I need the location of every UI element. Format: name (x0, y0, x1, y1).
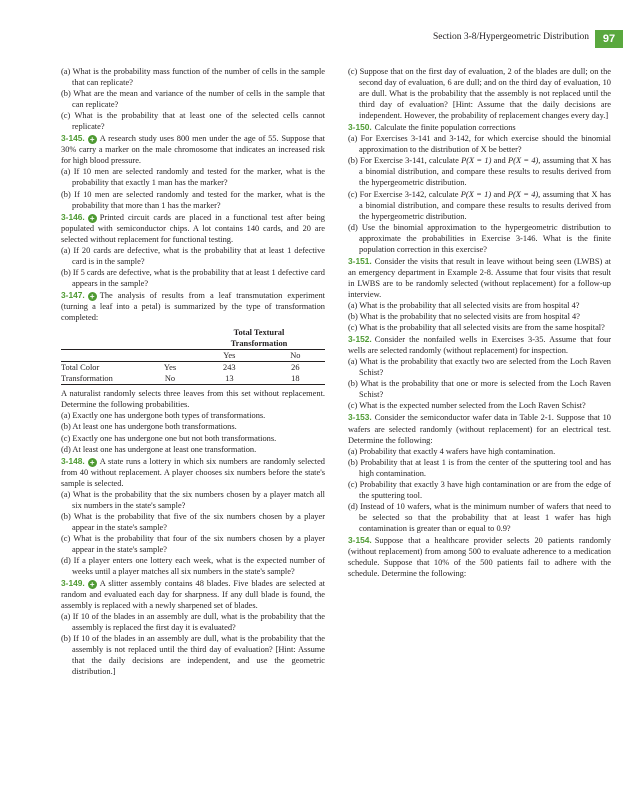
exercise-3-153 (348, 412, 611, 445)
question-text: (c) For Exercise 3-142, calculate (348, 189, 459, 199)
math-expression: P(X = 1) (460, 189, 492, 199)
question-text: and (493, 189, 506, 199)
math-expression: P(X = 4), (507, 189, 541, 199)
exercise-text: Calculate the finite population corrections (374, 123, 516, 133)
question-a: (a) What is the probability that exactly two are selected from the Loch Raven Schist? (348, 357, 611, 378)
question-c: (c) What is the expected number selected from the Loch Raven Schist? (348, 401, 586, 411)
question-b: (b) What is the probability that no selected visits are from hospital 4? (348, 312, 580, 322)
question-b: (b) What are the mean and variance of the number of cells in the sample that can replicate? (61, 89, 325, 110)
table-cell: 26 (291, 363, 300, 373)
table-cell: 13 (193, 373, 266, 385)
plus-circle-icon: + (88, 458, 97, 467)
question-c (348, 189, 611, 222)
section-title: Section 3-8/Hypergeometric Distribution (432, 32, 589, 42)
question-a: (a) Probability that exactly 4 wafers have high contamination. (348, 446, 556, 456)
question-a: (a) Exactly one has undergone both types of transformations. (61, 411, 266, 421)
page-number-badge: 97 (595, 30, 623, 48)
exercise-3-145 (61, 133, 325, 166)
question-b: (b) If 10 men are selected randomly and tested for the marker, what is the probability that more than 1 has the marker? (61, 189, 325, 210)
exercise-text: Consider the visits that result in leave without being seen (LWBS) at an emergency department in Example 2-8. Assume that four visits that result in LWBS are to be randomly selected (without replacement) for a follow-up interview. (348, 256, 611, 299)
question-c: (c) What is the probability that at least one of the selected cells cannot replicate? (61, 111, 325, 132)
question-text: assuming that X has a binomial distribution, and compare these results to results derived from the hypergeometric distribution. (359, 156, 611, 188)
exercise-text: A state runs a lottery in which six numbers are randomly selected from 40 without replacement. A player chooses six numbers before the state's sample is selected. (61, 456, 325, 488)
exercise-3-150 (348, 122, 611, 133)
exercise-3-154 (348, 535, 611, 579)
table-cell: 18 (266, 373, 325, 385)
exercise-3-146 (61, 212, 325, 245)
question-a: (a) What is the probability mass function of the number of cells in the sample that can replicate? (61, 67, 325, 88)
right-column (348, 66, 611, 579)
exercise-text: Consider the semiconductor wafer data in Table 2-1. Suppose that 10 wafers are selected randomly (without replacement) for an electrical test. Determine the following: (348, 413, 611, 445)
exercise-3-149 (61, 578, 325, 611)
plus-circle-icon: + (88, 214, 97, 223)
question-a: (a) If 20 cards are defective, what is the probability that at least 1 defective card is in the sample? (61, 245, 325, 266)
question-a: (a) What is the probability that all selected visits are from hospital 4? (348, 300, 580, 310)
question-a: (a) What is the probability that the six numbers chosen by a player match all six numbers in the state's sample? (61, 489, 325, 510)
question-d: (d) At least one has undergone at least one transformation. (61, 444, 257, 454)
question-b: (b) What is the probability that one or more is selected from the Loch Raven Schist? (348, 379, 611, 400)
exercise-number: 3-150. (348, 122, 372, 133)
table-row-label: Transformation (61, 373, 147, 385)
exercise-number: 3-154. (348, 534, 372, 545)
exercise-3-147 (61, 290, 325, 323)
plus-circle-icon: + (88, 135, 97, 144)
left-column (61, 66, 325, 678)
transformation-table (61, 327, 325, 385)
exercise-text: Printed circuit cards are placed in a functional test after being populated with semiconductor chips. A lot contains 140 cards, and 20 are selected without replacement for functional testing. (61, 212, 325, 244)
exercise-text: The analysis of results from a leaf transmutation experiment (turning a leaf into a petal) is summarized by the type of transformation completed: (61, 290, 325, 323)
question-c: (c) What is the probability that four of the six numbers chosen by a player appear in the state's sample? (61, 533, 325, 554)
exercise-text: A research study uses 800 men under the age of 55. Suppose that 30% carry a marker on the male chromosome that indicates an increased risk for high blood pressure. (61, 134, 325, 166)
page-header (0, 30, 639, 50)
exercise-text: A naturalist randomly selects three leaves from this set without replacement. Determine the following probabilities. (61, 389, 325, 410)
exercise-text: A slitter assembly contains 48 blades. Five blades are selected at random and evaluated each day for sharpness. If any dull blade is found, the assembly is replaced with a newly sharpened set of blades. (61, 579, 325, 611)
question-b: (b) Probability that at least 1 is from the center of the sputtering tool and has high contamination. (348, 457, 611, 478)
math-expression: P(X = 1) (461, 156, 492, 166)
table-group-header: Total Textural (233, 328, 285, 338)
exercise-number: 3-149. (61, 578, 85, 589)
table-row-label: Total Color (61, 363, 100, 373)
table-row-sub: Yes (163, 363, 177, 373)
question-c: (c) What is the probability that all selected visits are from the same hospital? (348, 323, 605, 333)
question-a: (a) If 10 of the blades in an assembly are dull, what is the probability that the assembly is replaced the first day it is evaluated? (61, 612, 325, 633)
exercise-3-148 (61, 456, 325, 489)
question-c: (c) Exactly one has undergone one but not both transformations. (61, 433, 277, 443)
question-c: (c) Probability that exactly 3 have high contamination or are from the edge of the sputtering tool. (348, 479, 611, 500)
exercise-number: 3-147. (61, 289, 85, 300)
exercise-number: 3-153. (348, 412, 372, 423)
question-b (348, 155, 611, 188)
exercise-3-152 (348, 334, 611, 356)
table-group-header-2: Transformation (193, 338, 325, 350)
exercise-number: 3-146. (61, 211, 85, 222)
exercise-number: 3-145. (61, 133, 85, 144)
table-col-yes: Yes (193, 350, 266, 362)
exercise-text: Suppose that a healthcare provider selects 20 patients randomly (without replacement) from among 500 to evaluate adherence to a medication schedule. Suppose that 10% of the 500 patients fail to adhere with the schedule. Determine the following: (348, 535, 611, 579)
table-cell: 243 (223, 363, 236, 373)
question-text: and (493, 156, 506, 166)
exercise-number: 3-151. (348, 255, 372, 266)
question-d: (d) Use the binomial approximation to the hypergeometric distribution to approximate the probabilities in Exercise 3-146. What is the finite population correction in this exercise? (348, 222, 611, 254)
question-c: (c) Suppose that on the first day of evaluation, 2 of the blades are dull; on the second day of evaluation, 6 are dull; and on the third day of evaluation, 10 are dull. What is the probability that the assembly is not replaced until the third day of evaluation? [Hint: Assume that the daily decisions are independent. However, the probability of replacement changes every day.] (348, 67, 611, 121)
question-b: (b) If 10 of the blades in an assembly are dull, what is the probability that the assembly is not replaced until the third day of evaluation? [Hint: Assume that the daily decisions are independent, and use the geometric distribution.] (61, 634, 325, 677)
plus-circle-icon: + (88, 292, 97, 301)
table-row-sub: No (147, 373, 193, 385)
question-b: (b) If 5 cards are defective, what is the probability that at least 1 defective card appears in the sample? (61, 267, 325, 288)
exercise-number: 3-148. (61, 455, 85, 466)
table-col-no: No (266, 350, 325, 362)
question-b: (b) At least one has undergone both transformations. (61, 422, 237, 432)
exercise-number: 3-152. (348, 334, 372, 345)
exercise-3-151 (348, 256, 611, 300)
question-a: (a) If 10 men are selected randomly and tested for the marker, what is the probability that exactly 1 man has the marker? (61, 167, 325, 188)
exercise-text: Consider the nonfailed wells in Exercises 3-35. Assume that four wells are selected randomly (without replacement) for inspection. (348, 335, 611, 356)
question-text: assuming that X has a binomial distribution, and compare these results to results derived from the hypergeometric distribution. (359, 189, 611, 221)
question-b: (b) What is the probability that five of the six numbers chosen by a player appear in the state's sample? (61, 511, 325, 532)
question-a: (a) For Exercises 3-141 and 3-142, for which exercise should the binomial approximation to the distribution of X be better? (348, 134, 611, 155)
math-expression: P(X = 4), (508, 156, 541, 166)
plus-circle-icon: + (88, 580, 97, 589)
question-text: (b) For Exercise 3-141, calculate (348, 156, 459, 166)
question-d: (d) Instead of 10 wafers, what is the minimum number of wafers that need to be selected so that the probability that at least 1 wafer has high contamination is greater than or equal to 0.9? (348, 501, 611, 533)
question-d: (d) If a player enters one lottery each week, what is the expected number of weeks until a player matches all six numbers in the state's sample? (61, 556, 325, 577)
